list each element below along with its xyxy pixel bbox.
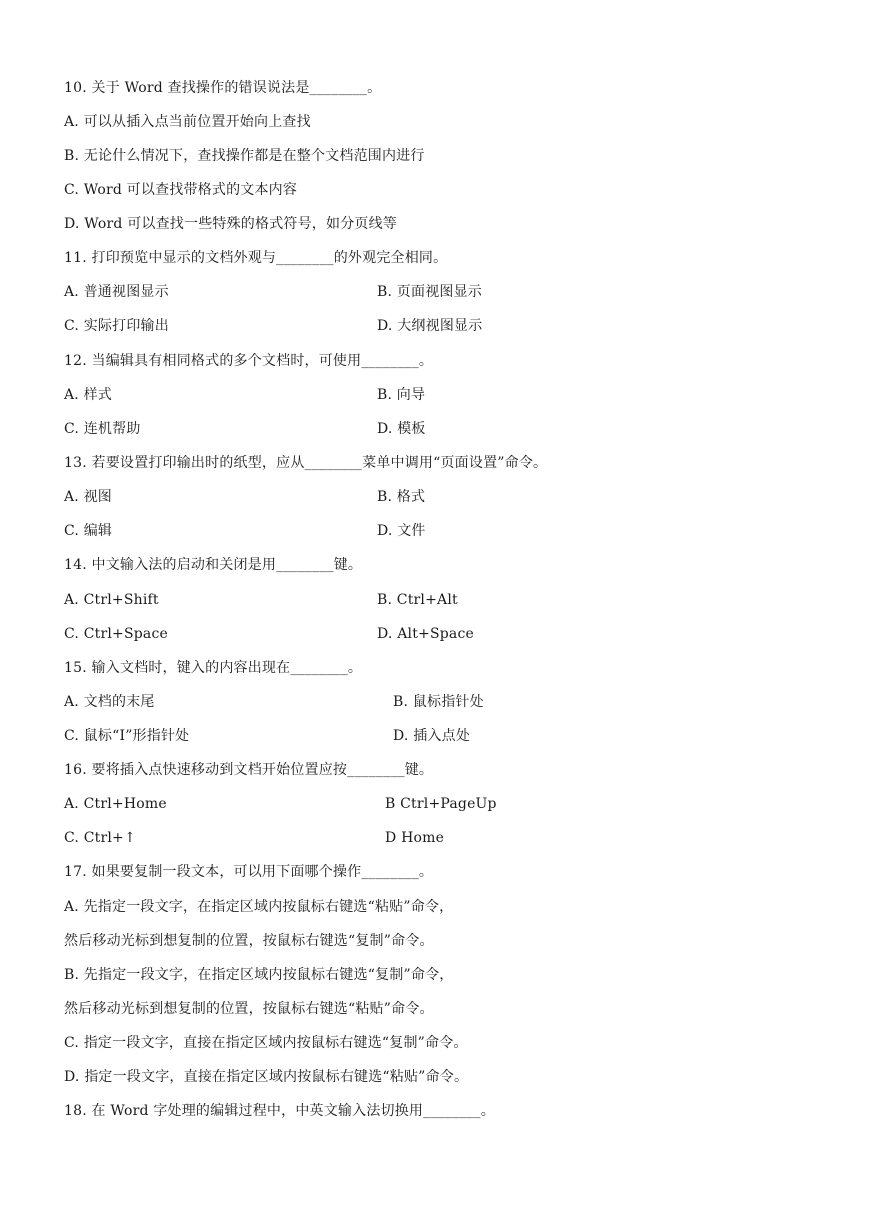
question-10-stem: 10. 关于 Word 查找操作的错误说法是________。 [64,80,382,96]
question-17-option-b-line1: B. 先指定一段文字，在指定区域内按鼠标右键选“复制”命令， [64,967,454,983]
question-16-option-c: C. Ctrl+↑ [64,830,136,846]
question-13-option-c: C. 编辑 [64,523,113,539]
question-10-option-c: C. Word 可以查找带格式的文本内容 [64,182,298,198]
question-13-stem: 13. 若要设置打印输出时的纸型，应从________菜单中调用“页面设置”命令。 [64,455,548,471]
question-12-option-b: B. 向导 [377,387,426,403]
question-17-option-d: D. 指定一段文字，直接在指定区域内按鼠标右键选“粘贴”命令。 [64,1069,469,1085]
question-13-option-b: B. 格式 [377,489,426,505]
question-14-option-a: A. Ctrl+Shift [64,592,159,608]
question-18-stem: 18. 在 Word 字处理的编辑过程中，中英文输入法切换用________。 [64,1103,495,1119]
question-17-option-a-line2: 然后移动光标到想复制的位置，按鼠标右键选“复制”命令。 [64,933,434,949]
question-12-option-a: A. 样式 [64,387,113,403]
question-10-option-b: B. 无论什么情况下，查找操作都是在整个文档范围内进行 [64,148,425,164]
question-16-option-b: B Ctrl+PageUp [385,796,497,812]
question-11-option-d: D. 大纲视图显示 [377,318,483,334]
question-16-option-d: D Home [385,830,445,846]
question-12-option-d: D. 模板 [377,421,426,437]
question-16-stem: 16. 要将插入点快速移动到文档开始位置应按________键。 [64,762,434,778]
question-15-option-d: D. 插入点处 [393,728,471,744]
question-15-option-c: C. 鼠标“I”形指针处 [64,728,190,744]
question-13-option-a: A. 视图 [64,489,113,505]
question-11-stem: 11. 打印预览中显示的文档外观与________的外观完全相同。 [64,250,448,266]
question-12-stem: 12. 当编辑具有相同格式的多个文档时，可使用________。 [64,353,434,369]
question-15-option-b: B. 鼠标指针处 [393,694,484,710]
question-15-option-a: A. 文档的末尾 [64,694,155,710]
question-14-option-b: B. Ctrl+Alt [377,592,458,608]
question-15-stem: 15. 输入文档时，键入的内容出现在________。 [64,660,363,676]
question-16-option-a: A. Ctrl+Home [64,796,167,812]
question-10-option-d: D. Word 可以查找一些特殊的格式符号，如分页线等 [64,216,397,232]
question-12-option-c: C. 连机帮助 [64,421,141,437]
question-11-option-c: C. 实际打印输出 [64,318,169,334]
question-11-option-a: A. 普通视图显示 [64,284,169,300]
question-17-stem: 17. 如果要复制一段文本，可以用下面哪个操作________。 [64,864,434,880]
question-17-option-b-line2: 然后移动光标到想复制的位置，按鼠标右键选“粘贴”命令。 [64,1001,434,1017]
question-14-option-c: C. Ctrl+Space [64,626,168,642]
question-14-option-d: D. Alt+Space [377,626,474,642]
question-11-option-b: B. 页面视图显示 [377,284,482,300]
question-13-option-d: D. 文件 [377,523,426,539]
question-17-option-a-line1: A. 先指定一段文字，在指定区域内按鼠标右键选“粘贴”命令， [64,899,454,915]
question-10-option-a: A. 可以从插入点当前位置开始向上查找 [64,114,311,130]
question-14-stem: 14. 中文输入法的启动和关闭是用________键。 [64,557,363,573]
question-17-option-c: C. 指定一段文字，直接在指定区域内按鼠标右键选“复制”命令。 [64,1035,468,1051]
